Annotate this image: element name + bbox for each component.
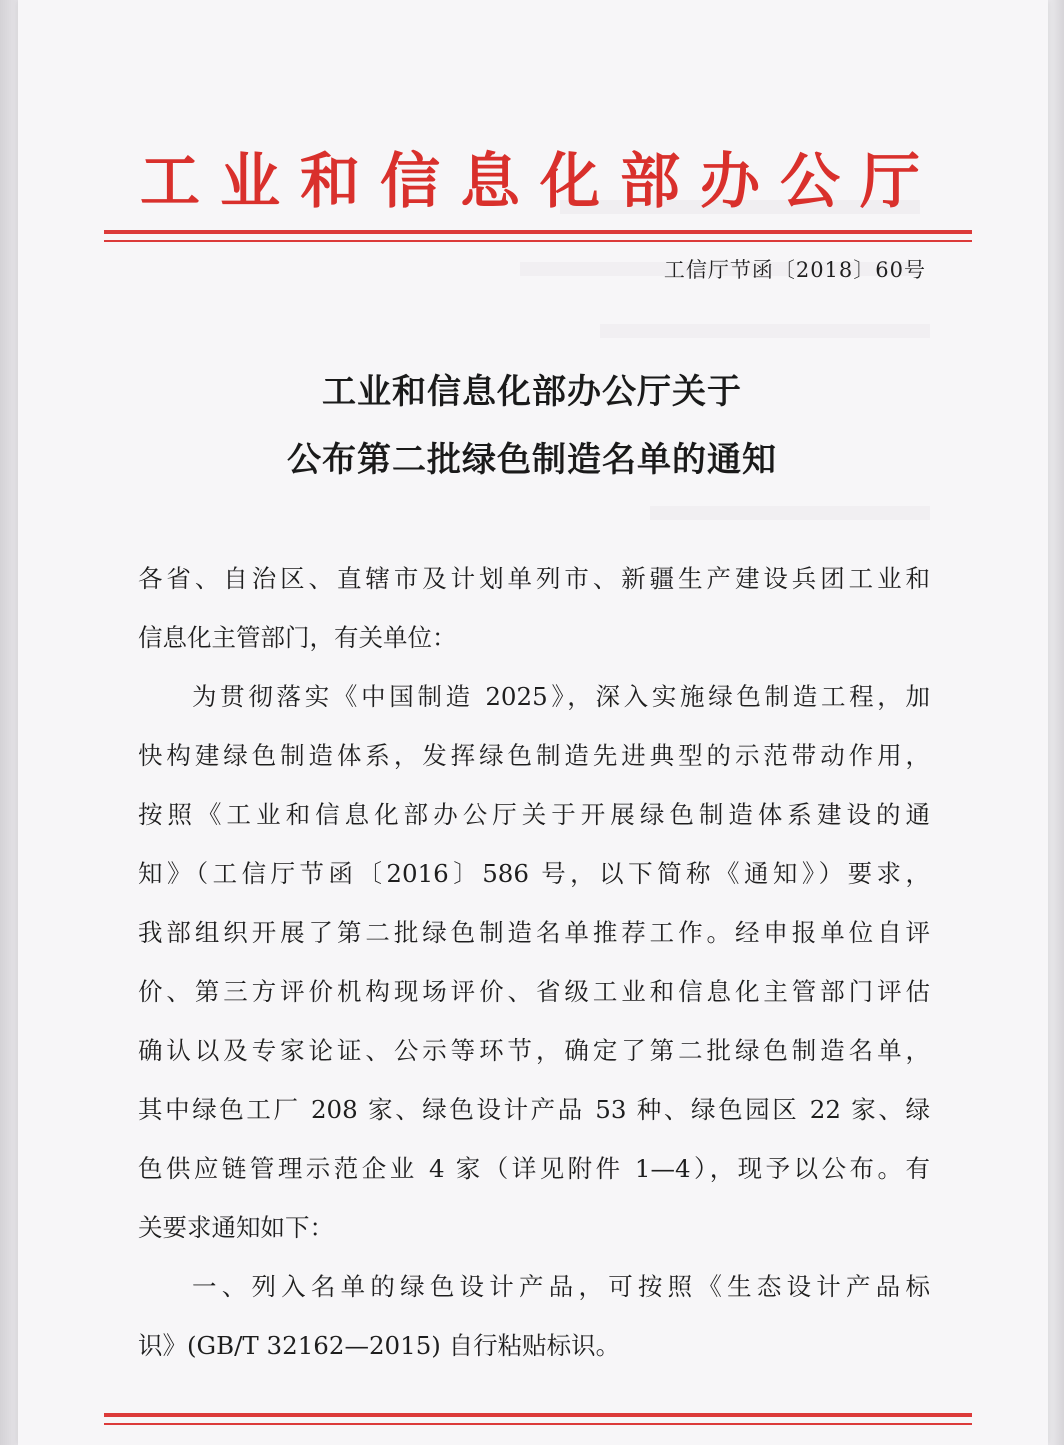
body-line: 按照《工业和信息化部办公厅关于开展绿色制造体系建设的通 [138,800,930,829]
bleed-through-mark [600,324,930,338]
body-line: 一、列入名单的绿色设计产品，可按照《生态设计产品标 [192,1272,930,1301]
body-line: 各省、自治区、直辖市及计划单列市、新疆生产建设兵团工业和 [138,564,930,593]
body-line: 快构建绿色制造体系，发挥绿色制造先进典型的示范带动作用， [138,741,930,770]
body-line: 信息化主管部门，有关单位： [138,623,457,652]
header-rule-thin [104,240,972,242]
body-line: 为贯彻落实《中国制造 2025》，深入实施绿色制造工程，加 [192,682,930,711]
body-line: 色供应链管理示范企业 4 家（详见附件 1—4），现予以公布。有 [138,1154,930,1183]
body-line: 确认以及专家论证、公示等环节，确定了第二批绿色制造名单， [138,1036,930,1065]
document-title-line-2: 公布第二批绿色制造名单的通知 [287,440,777,480]
issuing-office-title: 工业和信息化部办公厅 [140,147,940,217]
body-line: 价、第三方评价机构现场评价、省级工业和信息化主管部门评估 [138,977,930,1006]
body-line: 知》（工信厅节函〔2016〕586 号，以下简称《通知》）要求， [138,859,930,888]
footer-rule-thick [104,1413,972,1417]
document-title-line-1: 工业和信息化部办公厅关于 [322,372,742,412]
header-rule-thick [104,230,972,234]
document-number: 工信厅节函〔2018〕60号 [663,258,926,282]
body-line: 其中绿色工厂 208 家、绿色设计产品 53 种、绿色园区 22 家、绿 [138,1095,930,1124]
body-line: 关要求通知如下： [138,1213,334,1242]
page-edge-right [1048,0,1064,1445]
body-line: 识》(GB/T 32162—2015) 自行粘贴标识。 [138,1331,621,1360]
bleed-through-mark [650,506,930,520]
body-line: 我部组织开展了第二批绿色制造名单推荐工作。经申报单位自评 [138,918,930,947]
page-edge-left [0,0,18,1445]
footer-rule-thin [104,1423,972,1425]
